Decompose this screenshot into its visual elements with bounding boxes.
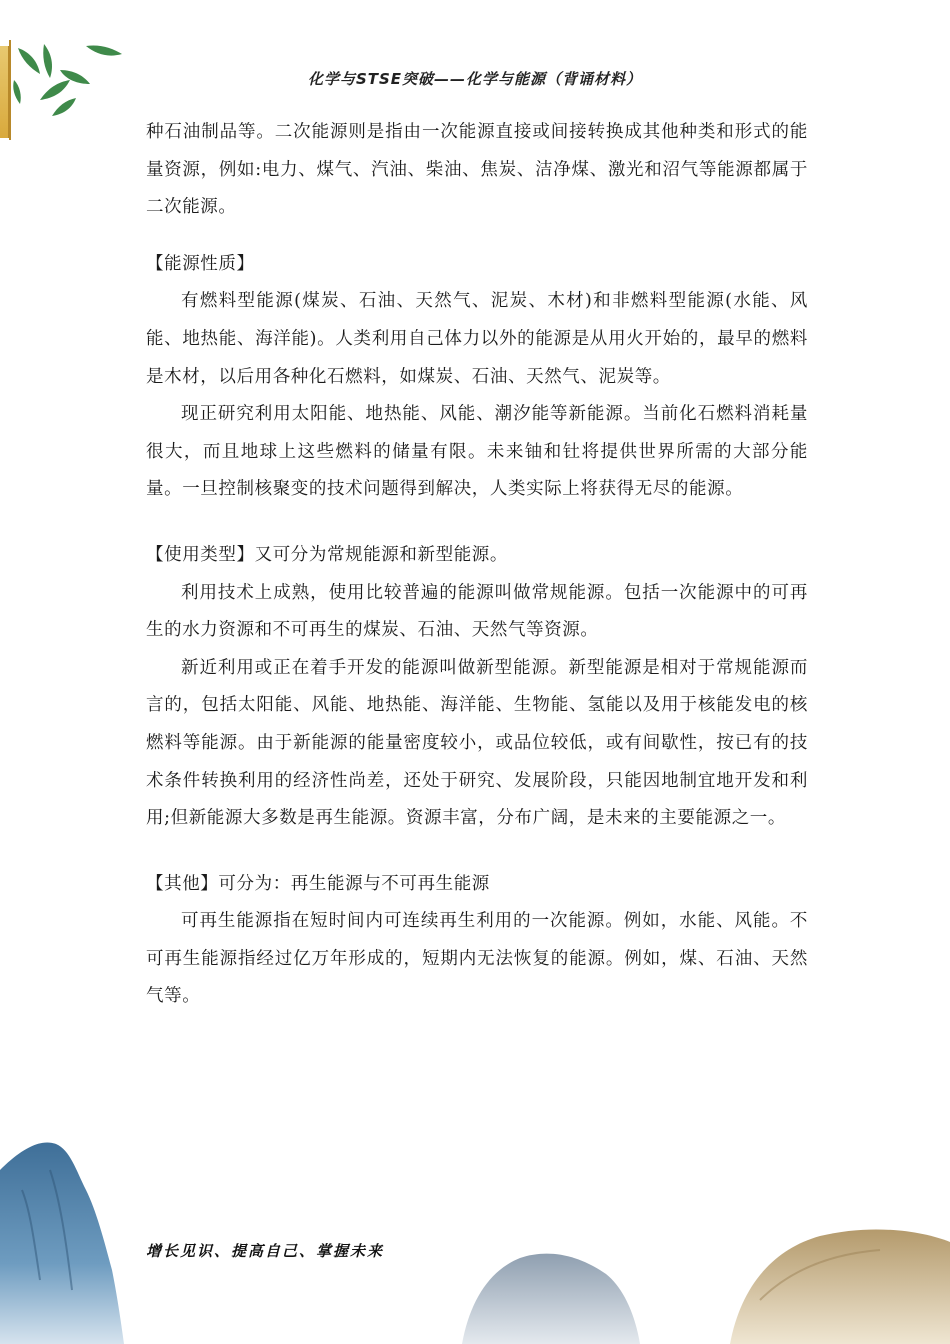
mountain-landscape-decoration [0, 1130, 950, 1344]
usage-paragraph-1: 利用技术上成熟，使用比较普遍的能源叫做常规能源。包括一次能源中的可再生的水力资源和不可再生的煤炭、石油、天然气等资源。 [146, 582, 808, 641]
nature-paragraph-1: 有燃料型能源(煤炭、石油、天然气、泥炭、木材)和非燃料型能源(水能、风能、地热能、海洋能)。人类利用自己体力以外的能源是从用火开始的，最早的燃料是木材，以后用各种化石燃料，如煤炭、石油、天然气、泥炭等。 [146, 291, 808, 387]
other-paragraph-1: 可再生能源指在短时间内可连续再生利用的一次能源。例如，水能、风能。不可再生能源指经过亿万年形成的，短期内无法恢复的能源。例如，煤、石油、天然气等。 [146, 911, 808, 1007]
section-heading-other: 【其他】可分为：再生能源与不可再生能源 [146, 873, 490, 894]
bamboo-leaf-icon [0, 40, 130, 140]
footer-slogan: 增长见识、提高自己、掌握未来 [146, 1242, 385, 1260]
usage-paragraph-2: 新近利用或正在着手开发的能源叫做新型能源。新型能源是相对于常规能源而言的，包括太阳能、风能、地热能、海洋能、生物能、氢能以及用于核能发电的核燃料等能源。由于新能源的能量密度较小，或品位较低，或有间歇性，按已有的技术条件转换利用的经济性尚差，还处于研究、发展阶段，只能因地制宜地开发和利用;但新能源大多数是再生能源。资源丰富，分布广阔，是未来的主要能源之一。 [146, 657, 808, 829]
section-heading-usage: 【使用类型】又可分为常规能源和新型能源。 [146, 544, 508, 565]
intro-paragraph: 种石油制品等。二次能源则是指由一次能源直接或间接转换成其他种类和形式的能量资源，例如:电力、煤气、汽油、柴油、焦炭、洁净煤、激光和沼气等能源都属于二次能源。 [146, 122, 808, 218]
document-body [146, 114, 808, 1016]
section-heading-nature: 【能源性质】 [146, 253, 255, 274]
nature-paragraph-2: 现正研究利用太阳能、地热能、风能、潮汐能等新能源。当前化石燃料消耗量很大，而且地球上这些燃料的储量有限。未来铀和钍将提供世界所需的大部分能量。一旦控制核聚变的技术问题得到解决，人类实际上将获得无尽的能源。 [146, 404, 808, 500]
page-header-title: 化学与STSE突破——化学与能源（背诵材料） [307, 70, 643, 88]
